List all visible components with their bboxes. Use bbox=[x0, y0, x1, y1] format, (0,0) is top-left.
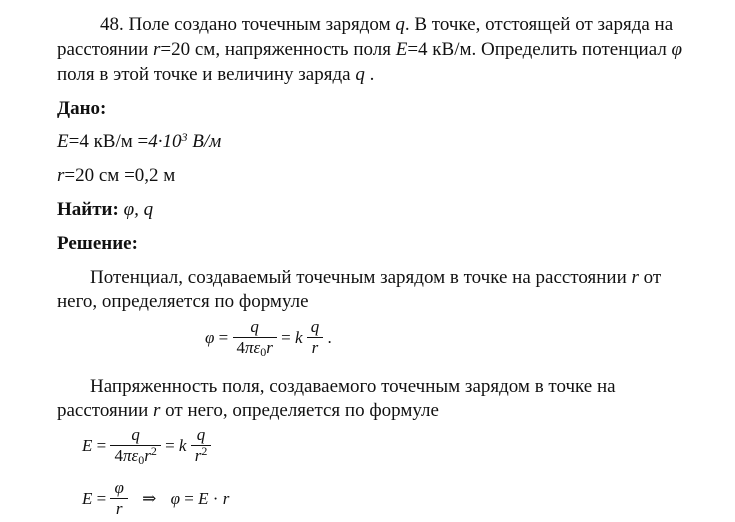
given-e-si: 4·10 bbox=[148, 131, 182, 152]
denominator-r: r bbox=[194, 446, 202, 465]
given-r bbox=[57, 165, 175, 187]
formula-r: r bbox=[222, 488, 230, 508]
given-e-unit: В/м bbox=[187, 131, 222, 152]
formula-fraction-k bbox=[191, 426, 212, 465]
fraction-denominator: r bbox=[115, 499, 123, 518]
fraction-denominator bbox=[191, 446, 212, 465]
problem-text: поля в этой точке и величину заряда bbox=[57, 64, 356, 85]
formula-k: k bbox=[294, 327, 303, 347]
subscript-zero: 0 bbox=[260, 345, 267, 359]
given-e-exp: 3 bbox=[181, 130, 188, 144]
subscript-zero: 0 bbox=[138, 453, 145, 467]
formula-equals: = bbox=[96, 435, 107, 455]
find-line bbox=[57, 199, 153, 221]
formula-k: k bbox=[178, 435, 187, 455]
solution-p1-line2: него, определяется по формуле bbox=[57, 291, 309, 312]
problem-text: . bbox=[364, 64, 375, 85]
problem-line-1 bbox=[100, 14, 673, 36]
given-e bbox=[57, 131, 221, 153]
formula-E: E bbox=[198, 488, 209, 508]
var-r: r bbox=[57, 165, 65, 186]
fraction-denominator: $4\pi\varepsilon_0r$ bbox=[236, 338, 273, 359]
superscript-two: 2 bbox=[150, 444, 157, 458]
formula-relation bbox=[82, 479, 229, 518]
var-E: E bbox=[395, 39, 408, 60]
solution-p1-line1 bbox=[90, 267, 661, 289]
formula-phi: φ bbox=[205, 327, 215, 347]
formula-equals: = bbox=[165, 435, 175, 455]
var-q: q bbox=[395, 14, 405, 35]
problem-line-3 bbox=[57, 64, 374, 86]
fraction-numerator: φ bbox=[110, 479, 127, 499]
fraction-numerator: q bbox=[233, 318, 277, 338]
solution-text: расстоянии bbox=[57, 400, 153, 421]
var-r: r bbox=[152, 400, 161, 421]
solution-text: Потенциал, создаваемый точечным зарядом в точке на расстоянии bbox=[90, 267, 632, 288]
problem-text: . В точке, отстоящей от заряда на bbox=[404, 14, 674, 35]
problem-text: =20 см, напряженность поля bbox=[160, 39, 396, 60]
fraction-denominator: r bbox=[311, 338, 319, 357]
var-phi: φ bbox=[671, 39, 683, 60]
find-heading: Найти: bbox=[57, 199, 119, 220]
formula-potential bbox=[205, 318, 332, 357]
var-q: q bbox=[355, 64, 365, 85]
formula-fraction bbox=[110, 426, 160, 465]
given-e-value: =4 кВ/м = bbox=[68, 131, 149, 152]
formula-dot: · bbox=[212, 488, 219, 508]
formula-fraction bbox=[233, 318, 277, 357]
var-r: r bbox=[152, 39, 161, 60]
formula-equals: = bbox=[96, 488, 107, 508]
find-targets: φ, q bbox=[118, 199, 154, 220]
denominator-r: r bbox=[266, 338, 273, 357]
fraction-numerator: q bbox=[307, 318, 324, 338]
solution-heading: Решение: bbox=[57, 233, 138, 254]
fraction-denominator: $4\pi\varepsilon_0r^2$ bbox=[114, 444, 157, 467]
formula-equals: = bbox=[281, 327, 291, 347]
formula-E: E bbox=[82, 488, 93, 508]
given-heading: Дано: bbox=[57, 98, 107, 119]
problem-text: =4 кВ/м. Определить потенциал bbox=[407, 39, 672, 60]
formula-phi: φ bbox=[170, 488, 181, 508]
problem-line-2 bbox=[57, 39, 682, 61]
solution-p2-line1: Напряженность поля, создаваемого точечным зарядом в точке на bbox=[90, 376, 616, 397]
var-r: r bbox=[631, 267, 639, 288]
formula-equals: = bbox=[184, 488, 194, 508]
implies-arrow: ⇒ bbox=[142, 488, 157, 508]
fraction-numerator: q bbox=[191, 426, 212, 446]
solution-p2-line2 bbox=[57, 400, 439, 422]
formula-equals: = bbox=[218, 327, 229, 347]
formula-field bbox=[82, 426, 211, 465]
formula-fraction bbox=[110, 479, 127, 518]
fraction-numerator: q bbox=[110, 426, 160, 446]
problem-text: Поле создано точечным зарядом bbox=[123, 14, 396, 35]
formula-period: . bbox=[327, 327, 332, 347]
formula-E: E bbox=[82, 435, 93, 455]
var-E: E bbox=[57, 131, 69, 152]
denominator-r: r bbox=[144, 446, 151, 465]
superscript-two: 2 bbox=[201, 444, 208, 458]
formula-fraction-k bbox=[307, 318, 324, 357]
solution-text: от bbox=[638, 267, 662, 288]
problem-number: 48. bbox=[100, 14, 124, 35]
given-r-value: =20 см =0,2 м bbox=[64, 165, 176, 186]
problem-text: расстоянии bbox=[57, 39, 153, 60]
solution-text: от него, определяется по формуле bbox=[160, 400, 439, 421]
